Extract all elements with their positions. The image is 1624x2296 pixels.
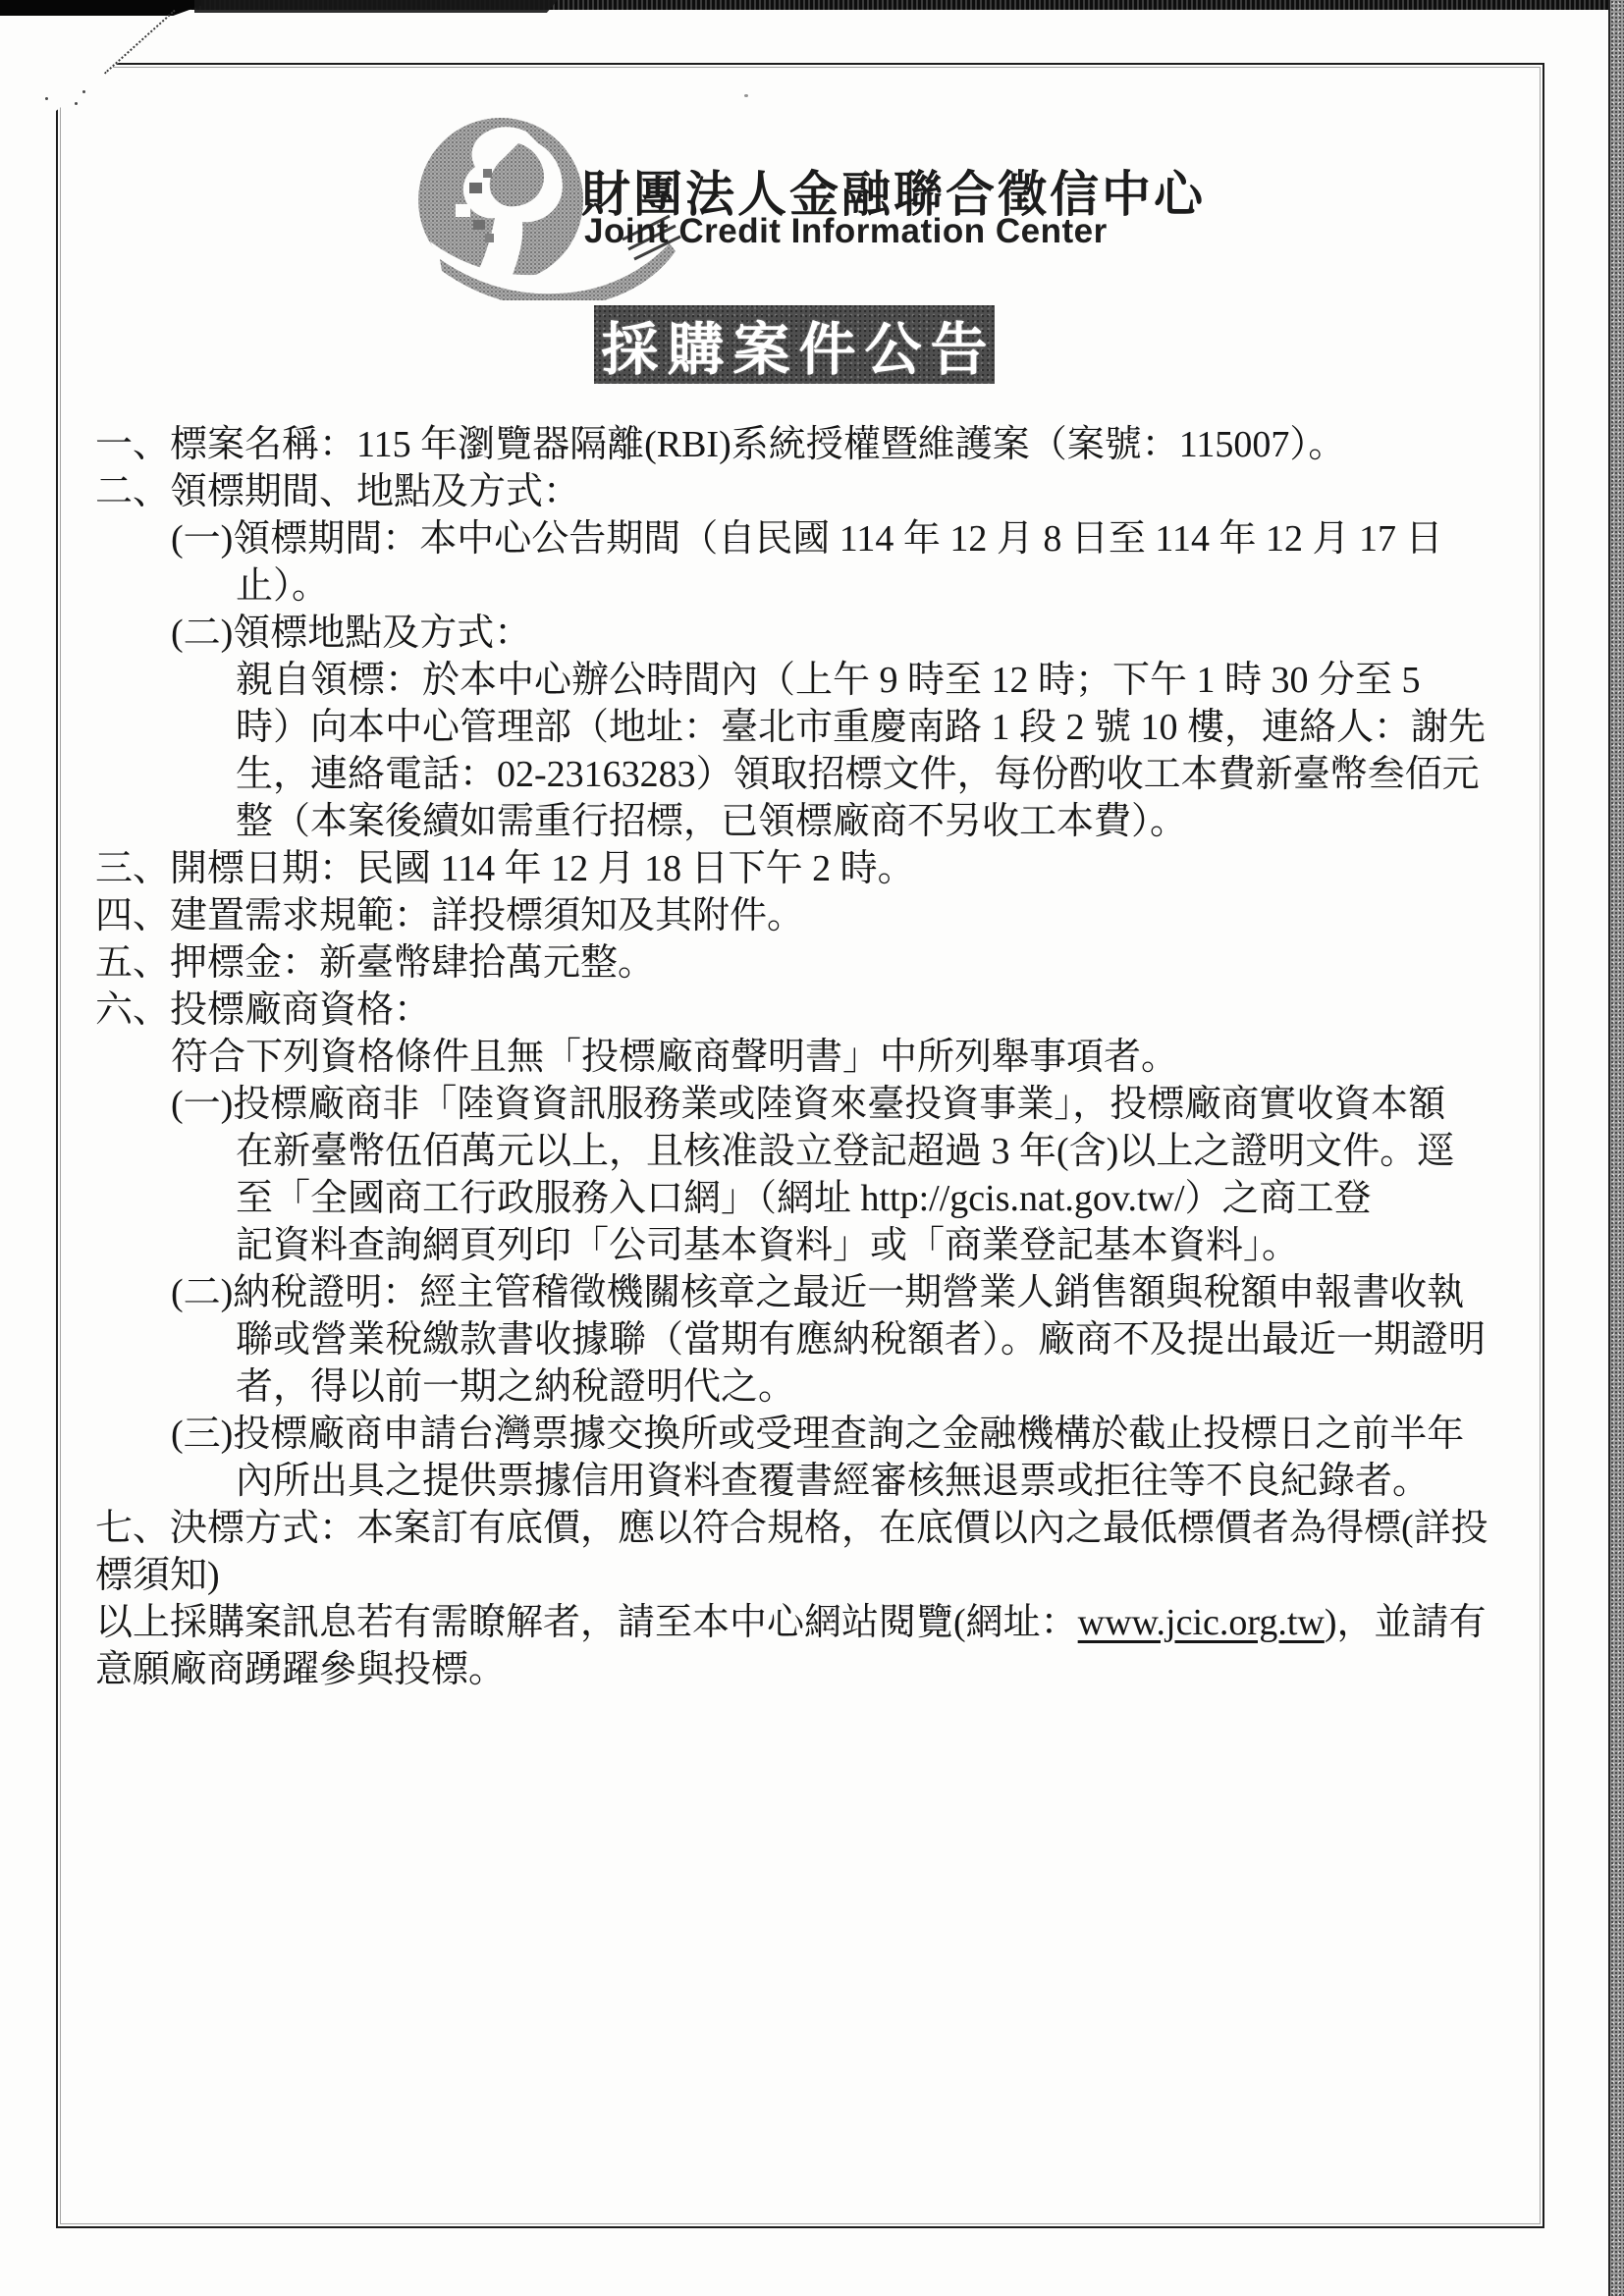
line-item-1: 一、標案名稱：115 年瀏覽器隔離(RBI)系統授權暨維護案（案號：115007）。: [95, 424, 1346, 465]
line-sub-6-2: (二)納稅證明：經主管稽徵機關核章之最近一期營業人銷售額與稅額申報書收執: [171, 1272, 1465, 1313]
line-item-4: 四、建置需求規範：詳投標須知及其附件。: [95, 895, 805, 936]
scan-speck: [45, 97, 48, 100]
line-sub-2-2: (二)領標地點及方式：: [171, 613, 532, 654]
closing-post: )，並請有: [1324, 1602, 1487, 1643]
org-name-chinese: 財團法人金融聯合徵信中心: [581, 167, 1206, 222]
line-cont: 者，得以前一期之納稅證明代之。: [236, 1366, 796, 1408]
line-cont: 記資料查詢網頁列印「公司基本資料」或「商業登記基本資料」。: [236, 1225, 1300, 1266]
line-cont: 內所出具之提供票據信用資料查覆書經審核無退票或拒往等不良紀錄者。: [236, 1461, 1431, 1502]
line-cont: 符合下列資格條件且無「投標廠商聲明書」中所列舉事項者。: [171, 1037, 1179, 1078]
scan-speck: [744, 94, 748, 97]
line-closing-2: 意願廠商踴躍參與投標。: [95, 1649, 507, 1690]
line-closing: [0, 1599, 1571, 1646]
scan-edge-right: [1608, 0, 1624, 2296]
line-item-7: 七、決標方式：本案訂有底價，應以符合規格，在底價以內之最低標價者為得標(詳投: [95, 1508, 1489, 1549]
closing-pre: 以上採購案訊息若有需瞭解者，請至本中心網站閱覽(網址：: [95, 1602, 1078, 1643]
line-cont: 至「全國商工行政服務入口網」（網址 http://gcis.nat.gov.tw/）之商工登: [236, 1178, 1372, 1219]
line-cont: 整（本案後續如需重行招標，已領標廠商不另收工本費）。: [236, 801, 1188, 842]
line-cont: 止）。: [236, 565, 330, 607]
line-item-6: 六、投標廠商資格：: [95, 989, 432, 1031]
line-sub-2-1: (一)領標期間：本中心公告期間（自民國 114 年 12 月 8 日至 114 年 12 月 17 日: [171, 518, 1443, 560]
scan-edge-top-mid: [194, 0, 558, 13]
title-banner-text: 採購案件公告: [601, 318, 997, 382]
line-cont: 生，連絡電話：02-23163283）領取招標文件，每份酌收工本費新臺幣叁佰元: [236, 754, 1480, 795]
line-sub-6-3: (三)投標廠商申請台灣票據交換所或受理查詢之金融機構於截止投標日之前半年: [171, 1414, 1465, 1455]
org-name-english: Joint Credit Information Center: [584, 212, 1108, 250]
line-item-3: 三、開標日期：民國 114 年 12 月 18 日下午 2 時。: [95, 848, 915, 889]
document-body: [0, 421, 1571, 1693]
scan-speck: [75, 102, 78, 105]
line-item-5: 五、押標金：新臺幣肆拾萬元整。: [95, 942, 656, 984]
scan-speck: [82, 90, 85, 93]
line-cont: 時）向本中心管理部（地址：臺北市重慶南路 1 段 2 號 10 樓，連絡人：謝先: [236, 707, 1487, 748]
line-cont: 親自領標：於本中心辦公時間內（上午 9 時至 12 時；下午 1 時 30 分至 5: [236, 660, 1421, 701]
line-sub-6-1: (一)投標廠商非「陸資資訊服務業或陸資來臺投資事業」，投標廠商實收資本額: [171, 1084, 1446, 1125]
title-banner: [594, 305, 995, 384]
line-cont: 聯或營業稅繳款書收據聯（當期有應納稅額者）。廠商不及提出最近一期證明: [236, 1319, 1487, 1361]
jcic-website-url: www.jcic.org.tw: [1077, 1602, 1325, 1643]
line-cont: 在新臺幣伍佰萬元以上，且核准設立登記超過 3 年(含)以上之證明文件。逕: [236, 1131, 1455, 1172]
line-item-2: 二、領標期間、地點及方式：: [95, 471, 581, 512]
line-cont: 標須知): [95, 1555, 220, 1596]
